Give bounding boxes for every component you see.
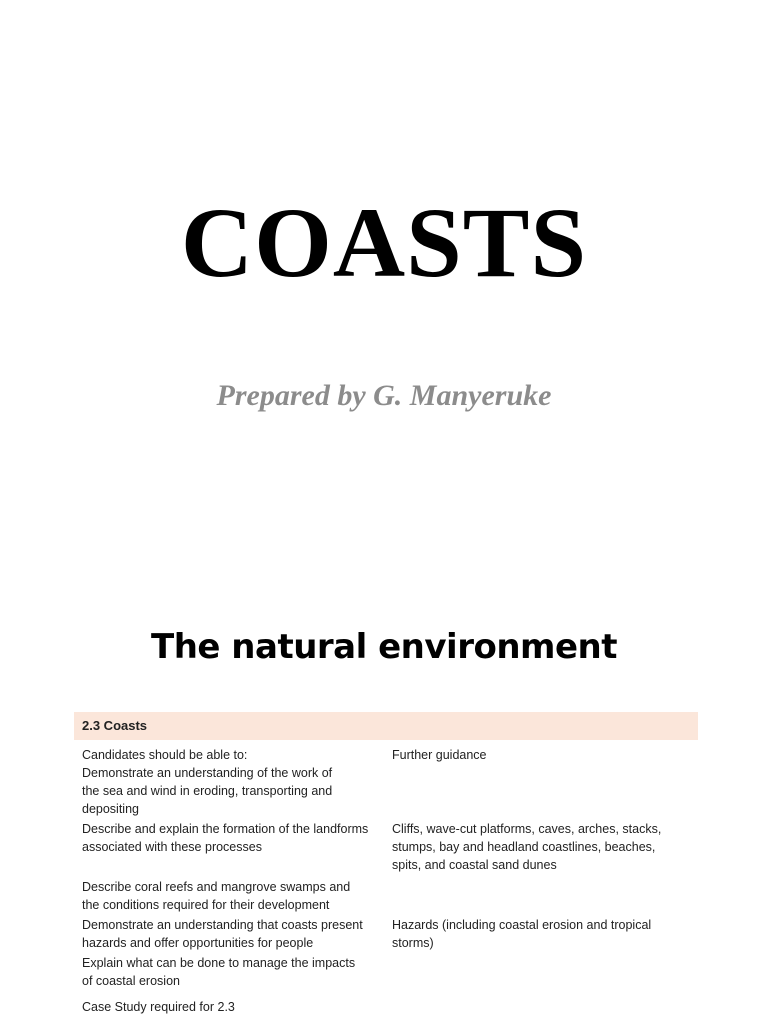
author-byline: Prepared by G. Manyeruke: [216, 379, 552, 412]
guidance-text: Hazards (including coastal erosion and tropical storms): [392, 918, 652, 950]
table-row: [74, 764, 698, 818]
table-row: [74, 954, 698, 990]
guidance-text: [392, 954, 698, 990]
objective-text: Explain what can be done to manage the impacts of coastal erosion: [82, 956, 356, 988]
table-row: [74, 820, 698, 874]
guidance-text: [392, 878, 698, 914]
section-heading: The natural environment: [151, 627, 617, 667]
objective-text: Demonstrate an understanding that coasts present hazards and offer opportunities for people: [82, 918, 363, 950]
table-row-footer: [74, 998, 698, 1016]
objective-text: Describe and explain the formation of the landforms associated with these processes: [82, 822, 369, 854]
document-title: COASTS: [180, 187, 588, 298]
objective-text: Describe coral reefs and mangrove swamps and the conditions required for their development: [82, 880, 351, 912]
column-header-guidance: Further guidance: [392, 748, 487, 762]
guidance-text: [392, 764, 698, 818]
table-row-headers: [74, 746, 698, 764]
syllabus-header: 2.3 Coasts: [74, 712, 698, 740]
column-header-objectives: Candidates should be able to:: [82, 748, 248, 762]
table-row: [74, 878, 698, 914]
table-row: [74, 916, 698, 952]
case-study-note: Case Study required for 2.3: [82, 1000, 235, 1014]
guidance-text: Cliffs, wave-cut platforms, caves, arches, stacks, stumps, bay and headland coastlines, beaches, spits, and coastal sand dunes: [392, 822, 662, 872]
objective-text: Demonstrate an understanding of the work of the sea and wind in eroding, transporting and depositing: [82, 766, 333, 816]
syllabus-table: [74, 712, 698, 1016]
